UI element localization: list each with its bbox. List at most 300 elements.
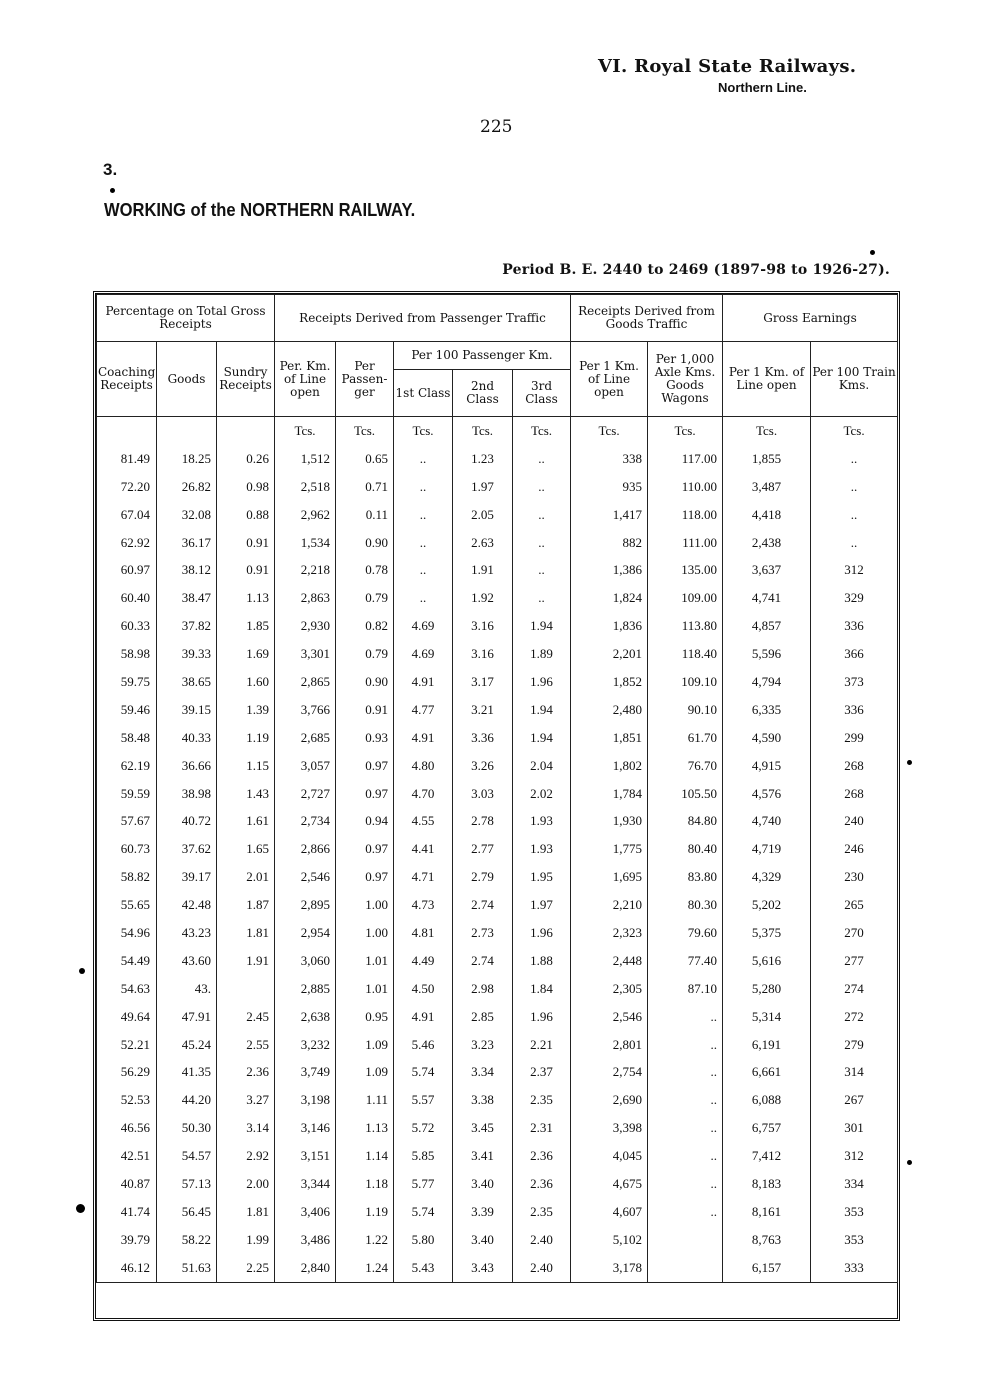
table-cell: 1.96 <box>513 668 571 696</box>
table-cell: 45.24 <box>157 1031 217 1059</box>
table-cell: 2,518 <box>275 473 336 501</box>
table-cell: 353 <box>811 1226 898 1254</box>
table-cell: 2,546 <box>275 863 336 891</box>
table-cell: 1.00 <box>336 891 394 919</box>
header-first-class: 1st Class <box>394 370 453 417</box>
table-cell: 1.18 <box>336 1170 394 1198</box>
table-cell: 117.00 <box>648 445 723 473</box>
table-cell: 1.00 <box>336 919 394 947</box>
ink-speck <box>76 1204 85 1213</box>
table-cell: 77.40 <box>648 947 723 975</box>
table-cell: 2.63 <box>453 529 513 557</box>
table-cell: 40.33 <box>157 724 217 752</box>
table-cell: 0.90 <box>336 529 394 557</box>
table-cell: 50.30 <box>157 1114 217 1142</box>
table-cell: 0.91 <box>217 529 275 557</box>
table-cell: 1,784 <box>571 780 648 808</box>
table-cell: 54.63 <box>97 975 157 1003</box>
table-cell: 0.97 <box>336 752 394 780</box>
table-cell: 1,836 <box>571 612 648 640</box>
table-cell: 2.36 <box>513 1142 571 1170</box>
table-cell: 2,448 <box>571 947 648 975</box>
table-cell: 37.62 <box>157 835 217 863</box>
table-cell: 4,607 <box>571 1198 648 1226</box>
table-cell: 0.79 <box>336 640 394 668</box>
table-row <box>97 529 898 557</box>
table-cell: 87.10 <box>648 975 723 1003</box>
table-cell <box>217 975 275 1003</box>
table-cell: 2,801 <box>571 1031 648 1059</box>
unit-label: Tcs. <box>811 417 898 445</box>
table-row <box>97 1226 898 1254</box>
table-cell: 3.45 <box>453 1114 513 1142</box>
header-per-100-train: Per 100 Train Kms. <box>811 342 898 417</box>
table-cell: 3,766 <box>275 696 336 724</box>
table-cell: 3.27 <box>217 1086 275 1114</box>
table-cell: .. <box>811 445 898 473</box>
table-cell: 1.81 <box>217 1198 275 1226</box>
table-cell: 4,857 <box>723 612 811 640</box>
table-cell: 3.36 <box>453 724 513 752</box>
table-cell: 5.43 <box>394 1254 453 1282</box>
table-cell: 0.93 <box>336 724 394 752</box>
table-cell: 336 <box>811 696 898 724</box>
table-cell: 2,685 <box>275 724 336 752</box>
table-cell: 5.46 <box>394 1031 453 1059</box>
table-cell: 60.33 <box>97 612 157 640</box>
table-cell: 3,486 <box>275 1226 336 1254</box>
table-cell: 49.64 <box>97 1003 157 1031</box>
table-cell: 1.93 <box>513 807 571 835</box>
table-cell: 1.61 <box>217 807 275 835</box>
table-cell: 935 <box>571 473 648 501</box>
table-cell: 2,962 <box>275 501 336 529</box>
table-cell: 59.46 <box>97 696 157 724</box>
table-row <box>97 501 898 529</box>
table-cell: 57.13 <box>157 1170 217 1198</box>
table-cell: 4.91 <box>394 668 453 696</box>
table-cell: 54.57 <box>157 1142 217 1170</box>
table-cell: 1.13 <box>336 1114 394 1142</box>
table-cell: 0.95 <box>336 1003 394 1031</box>
table-cell: 1.95 <box>513 863 571 891</box>
table-cell: 5.74 <box>394 1058 453 1086</box>
table-cell: 5.77 <box>394 1170 453 1198</box>
table-cell: 1.97 <box>513 891 571 919</box>
table-row <box>97 891 898 919</box>
header-goods: Goods <box>157 342 217 417</box>
table-cell: 58.22 <box>157 1226 217 1254</box>
table-cell: 1.85 <box>217 612 275 640</box>
table-cell: 6,757 <box>723 1114 811 1142</box>
table-cell: 4.55 <box>394 807 453 835</box>
table-cell: .. <box>394 584 453 612</box>
table-row <box>97 1170 898 1198</box>
table-cell: 1,855 <box>723 445 811 473</box>
table-cell: .. <box>648 1114 723 1142</box>
table-cell: 2,546 <box>571 1003 648 1031</box>
table-cell: 4.91 <box>394 724 453 752</box>
table-cell: 1.09 <box>336 1058 394 1086</box>
table-cell: 1.39 <box>217 696 275 724</box>
table-cell: 84.80 <box>648 807 723 835</box>
table-cell: 58.82 <box>97 863 157 891</box>
table-cell: .. <box>648 1142 723 1170</box>
table-cell: 2.00 <box>217 1170 275 1198</box>
table-cell: 8,183 <box>723 1170 811 1198</box>
table-cell: 3,198 <box>275 1086 336 1114</box>
table-cell: 4.50 <box>394 975 453 1003</box>
table-row <box>97 947 898 975</box>
table-cell: 2.35 <box>513 1198 571 1226</box>
table-cell: 2,734 <box>275 807 336 835</box>
table-cell: 46.56 <box>97 1114 157 1142</box>
ink-speck <box>907 1160 912 1165</box>
table-cell: 109.10 <box>648 668 723 696</box>
table-cell: 1,802 <box>571 752 648 780</box>
table-cell: 39.17 <box>157 863 217 891</box>
table-cell: 2,323 <box>571 919 648 947</box>
section-header: VI. Royal State Railways. <box>598 56 857 77</box>
table-cell: 6,088 <box>723 1086 811 1114</box>
table-cell: 4.41 <box>394 835 453 863</box>
table-cell: 2,954 <box>275 919 336 947</box>
ink-speck <box>870 250 875 255</box>
table-cell: 4.91 <box>394 1003 453 1031</box>
header-per-passenger: Per Passen- ger <box>336 342 394 417</box>
table-cell: 4,675 <box>571 1170 648 1198</box>
table-cell: .. <box>394 473 453 501</box>
table-cell: 1,851 <box>571 724 648 752</box>
table-cell: 2,863 <box>275 584 336 612</box>
header-coaching: Coaching Receipts <box>97 342 157 417</box>
table-cell: 2.74 <box>453 891 513 919</box>
table-cell: 38.98 <box>157 780 217 808</box>
table-cell: 2.21 <box>513 1031 571 1059</box>
table-cell: 246 <box>811 835 898 863</box>
table-cell: 2,638 <box>275 1003 336 1031</box>
table-cell: 3.40 <box>453 1226 513 1254</box>
table-cell: 56.29 <box>97 1058 157 1086</box>
table-cell: 1.97 <box>453 473 513 501</box>
table-cell: .. <box>513 584 571 612</box>
period-caption: Period B. E. 2440 to 2469 (1897-98 to 1926-27). <box>502 262 890 278</box>
table-cell: 62.92 <box>97 529 157 557</box>
table-cell: 5,280 <box>723 975 811 1003</box>
table-cell: 39.15 <box>157 696 217 724</box>
table-cell: 2,930 <box>275 612 336 640</box>
table-cell: 3.16 <box>453 612 513 640</box>
table-cell: .. <box>811 501 898 529</box>
table-cell: 38.12 <box>157 556 217 584</box>
table-cell: 6,661 <box>723 1058 811 1086</box>
table-cell: 0.11 <box>336 501 394 529</box>
table-cell: 1.93 <box>513 835 571 863</box>
table-cell: 8,763 <box>723 1226 811 1254</box>
table-cell: 268 <box>811 780 898 808</box>
table-cell: 2.40 <box>513 1254 571 1282</box>
table-cell: 3.03 <box>453 780 513 808</box>
table-cell: 1.09 <box>336 1031 394 1059</box>
table-cell: .. <box>648 1198 723 1226</box>
table-cell: 4.70 <box>394 780 453 808</box>
working-table <box>96 294 898 1283</box>
unit-label: Tcs. <box>394 417 453 445</box>
table-cell: 60.40 <box>97 584 157 612</box>
table-cell: .. <box>394 529 453 557</box>
table-cell: 5,375 <box>723 919 811 947</box>
table-cell: 0.65 <box>336 445 394 473</box>
table-cell: 1,775 <box>571 835 648 863</box>
table-cell: 1.89 <box>513 640 571 668</box>
table-cell: 336 <box>811 612 898 640</box>
table-cell: 113.80 <box>648 612 723 640</box>
table-cell: 1.23 <box>453 445 513 473</box>
table-cell: 2.55 <box>217 1031 275 1059</box>
table-cell: 60.97 <box>97 556 157 584</box>
table-cell: 1,386 <box>571 556 648 584</box>
table-cell: 1.91 <box>217 947 275 975</box>
table-cell: 1.13 <box>217 584 275 612</box>
header-per-100-passenger-km: Per 100 Passenger Km. <box>394 342 571 370</box>
table-cell: 40.72 <box>157 807 217 835</box>
table-cell: 3,057 <box>275 752 336 780</box>
header-percentage-group: Percentage on Total Gross Receipts <box>97 295 275 342</box>
table-cell: 90.10 <box>648 696 723 724</box>
table-cell: 0.78 <box>336 556 394 584</box>
table-cell: 1.22 <box>336 1226 394 1254</box>
table-cell: 80.30 <box>648 891 723 919</box>
table-cell: 2,754 <box>571 1058 648 1086</box>
table-cell: 135.00 <box>648 556 723 584</box>
table-cell: 3,398 <box>571 1114 648 1142</box>
table-cell: 270 <box>811 919 898 947</box>
table-cell: 4,794 <box>723 668 811 696</box>
table-cell: 109.00 <box>648 584 723 612</box>
table-cell: 5,202 <box>723 891 811 919</box>
table-cell: 329 <box>811 584 898 612</box>
unit-label: Tcs. <box>571 417 648 445</box>
table-cell <box>648 1226 723 1254</box>
table-cell: 56.45 <box>157 1198 217 1226</box>
table-cell: 4.71 <box>394 863 453 891</box>
table-cell: 4,741 <box>723 584 811 612</box>
table-cell: 2,866 <box>275 835 336 863</box>
table-cell: 0.26 <box>217 445 275 473</box>
table-cell: .. <box>394 556 453 584</box>
table-cell: 267 <box>811 1086 898 1114</box>
section-number: 3. <box>103 160 118 179</box>
table-row <box>97 1254 898 1282</box>
table-cell: 1,852 <box>571 668 648 696</box>
table-cell: 1,534 <box>275 529 336 557</box>
line-subheader: Northern Line. <box>718 80 807 95</box>
table-cell: 0.98 <box>217 473 275 501</box>
table-cell: 314 <box>811 1058 898 1086</box>
table-cell: 2,727 <box>275 780 336 808</box>
table-cell: 52.21 <box>97 1031 157 1059</box>
table-cell: 3.14 <box>217 1114 275 1142</box>
header-gross-per-km: Per 1 Km. of Line open <box>723 342 811 417</box>
table-cell: 41.35 <box>157 1058 217 1086</box>
table-cell: 110.00 <box>648 473 723 501</box>
table-cell: 1.19 <box>217 724 275 752</box>
table-row <box>97 1086 898 1114</box>
table-cell: 3,146 <box>275 1114 336 1142</box>
table-row <box>97 612 898 640</box>
table-cell: 118.00 <box>648 501 723 529</box>
table-cell: 38.65 <box>157 668 217 696</box>
table-cell: 3.16 <box>453 640 513 668</box>
table-cell: .. <box>513 501 571 529</box>
table-cell: 1.43 <box>217 780 275 808</box>
table-row <box>97 1058 898 1086</box>
table-cell: 312 <box>811 556 898 584</box>
table-cell: 301 <box>811 1114 898 1142</box>
table-cell: 8,161 <box>723 1198 811 1226</box>
table-cell: 353 <box>811 1198 898 1226</box>
table-cell: 2.92 <box>217 1142 275 1170</box>
table-cell: 61.70 <box>648 724 723 752</box>
table-cell: .. <box>811 529 898 557</box>
table-cell: 105.50 <box>648 780 723 808</box>
unit-label: Tcs. <box>723 417 811 445</box>
table-cell: 3,749 <box>275 1058 336 1086</box>
table-cell: 4,329 <box>723 863 811 891</box>
table-cell: 2.77 <box>453 835 513 863</box>
table-cell: 2,885 <box>275 975 336 1003</box>
table-cell: 5,314 <box>723 1003 811 1031</box>
table-cell: 277 <box>811 947 898 975</box>
table-cell: 1.92 <box>453 584 513 612</box>
table-cell: 5.80 <box>394 1226 453 1254</box>
table-row <box>97 473 898 501</box>
table-cell: .. <box>513 529 571 557</box>
table-cell: 2.45 <box>217 1003 275 1031</box>
table-cell: 118.40 <box>648 640 723 668</box>
table-cell: 81.49 <box>97 445 157 473</box>
table-cell: 40.87 <box>97 1170 157 1198</box>
table-cell: .. <box>394 501 453 529</box>
unit-label: Tcs. <box>513 417 571 445</box>
table-cell: 230 <box>811 863 898 891</box>
header-gross-group: Gross Earnings <box>723 295 898 342</box>
table-cell: 2.40 <box>513 1226 571 1254</box>
header-goods-group: Receipts Derived from Goods Traffic <box>571 295 723 342</box>
table-cell: 2.74 <box>453 947 513 975</box>
table-cell: 59.59 <box>97 780 157 808</box>
table-cell: 1.19 <box>336 1198 394 1226</box>
table-cell: 62.19 <box>97 752 157 780</box>
table-cell: 1.01 <box>336 947 394 975</box>
table-cell: 1.99 <box>217 1226 275 1254</box>
table-cell: 299 <box>811 724 898 752</box>
table-cell <box>648 1254 723 1282</box>
table-cell: 37.82 <box>157 612 217 640</box>
table-cell: 80.40 <box>648 835 723 863</box>
table-cell: 6,191 <box>723 1031 811 1059</box>
table-cell: 2,218 <box>275 556 336 584</box>
table-cell: 4.49 <box>394 947 453 975</box>
table-row <box>97 584 898 612</box>
header-second-class: 2nd Class <box>453 370 513 417</box>
table-cell: 1.84 <box>513 975 571 1003</box>
table-cell: 2.37 <box>513 1058 571 1086</box>
table-cell: 36.17 <box>157 529 217 557</box>
table-cell: 4.69 <box>394 612 453 640</box>
header-sundry: Sundry Receipts <box>217 342 275 417</box>
table-cell: 1.11 <box>336 1086 394 1114</box>
table-cell: .. <box>513 556 571 584</box>
header-passenger-group: Receipts Derived from Passenger Traffic <box>275 295 571 342</box>
table-row <box>97 780 898 808</box>
table-row <box>97 696 898 724</box>
table-cell: 0.97 <box>336 863 394 891</box>
table-cell: 83.80 <box>648 863 723 891</box>
table-cell: 47.91 <box>157 1003 217 1031</box>
table-cell: 2.02 <box>513 780 571 808</box>
unit-row <box>97 417 898 445</box>
header-goods-per-km: Per 1 Km. of Line open <box>571 342 648 417</box>
table-cell: 4,045 <box>571 1142 648 1170</box>
table-cell: 2.85 <box>453 1003 513 1031</box>
table-cell: 36.66 <box>157 752 217 780</box>
table-cell: 1,512 <box>275 445 336 473</box>
table-cell: 1.94 <box>513 724 571 752</box>
table-cell: 3.38 <box>453 1086 513 1114</box>
table-row <box>97 1198 898 1226</box>
table-cell: 3.17 <box>453 668 513 696</box>
ink-speck <box>110 188 115 193</box>
table-cell: 79.60 <box>648 919 723 947</box>
table-cell: 3.34 <box>453 1058 513 1086</box>
table-cell: .. <box>648 1058 723 1086</box>
table-cell: 18.25 <box>157 445 217 473</box>
table-cell: 32.08 <box>157 501 217 529</box>
table-cell: 55.65 <box>97 891 157 919</box>
table-cell: 2,895 <box>275 891 336 919</box>
table-cell: 0.97 <box>336 780 394 808</box>
table-row <box>97 1142 898 1170</box>
table-cell: .. <box>513 445 571 473</box>
table-cell: .. <box>811 473 898 501</box>
table-cell: 51.63 <box>157 1254 217 1282</box>
table-cell: 0.94 <box>336 807 394 835</box>
table-cell: 4.80 <box>394 752 453 780</box>
table-cell: 1,930 <box>571 807 648 835</box>
table-cell: 2.98 <box>453 975 513 1003</box>
table-cell: .. <box>648 1086 723 1114</box>
table-cell: 52.53 <box>97 1086 157 1114</box>
table-cell: 67.04 <box>97 501 157 529</box>
table-cell: 3,232 <box>275 1031 336 1059</box>
table-cell: 2,305 <box>571 975 648 1003</box>
table-cell: 5.85 <box>394 1142 453 1170</box>
table-row <box>97 807 898 835</box>
table-cell: 4,915 <box>723 752 811 780</box>
table-cell: 58.98 <box>97 640 157 668</box>
table-row <box>97 919 898 947</box>
table-cell: 44.20 <box>157 1086 217 1114</box>
table-cell: 2,865 <box>275 668 336 696</box>
table-cell: 6,335 <box>723 696 811 724</box>
table-cell: 2.36 <box>513 1170 571 1198</box>
table-cell: 72.20 <box>97 473 157 501</box>
table-cell: 268 <box>811 752 898 780</box>
table-cell: 3.21 <box>453 696 513 724</box>
table-cell: 3,060 <box>275 947 336 975</box>
table-cell: 1.88 <box>513 947 571 975</box>
